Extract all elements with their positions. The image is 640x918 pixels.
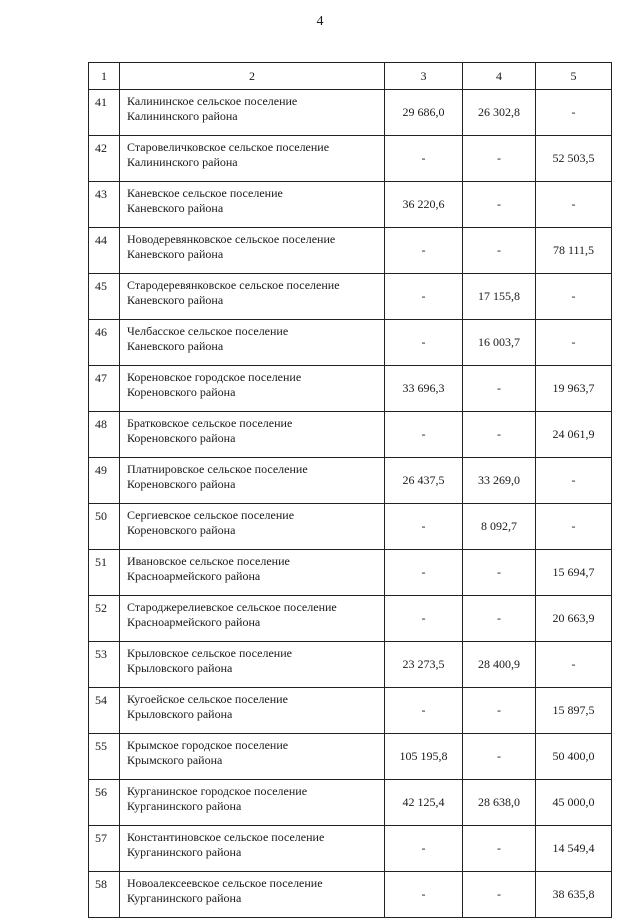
table-row [89, 642, 612, 688]
table-row [89, 826, 612, 872]
value-col-3: - [385, 826, 463, 872]
district-name-line: Кореновского района [127, 477, 236, 491]
district-name-line: Кореновского района [127, 523, 236, 537]
value-col-5: - [536, 504, 612, 550]
row-number: 45 [89, 274, 120, 320]
row-number: 55 [89, 734, 120, 780]
settlement-name [120, 228, 385, 274]
row-number: 49 [89, 458, 120, 504]
table-row [89, 228, 612, 274]
table-row [89, 780, 612, 826]
row-number: 41 [89, 90, 120, 136]
value-col-4: - [463, 596, 536, 642]
district-name-line: Крымского района [127, 753, 223, 767]
district-name-line: Красноармейского района [127, 615, 261, 629]
table-row [89, 504, 612, 550]
value-col-4: 16 003,7 [463, 320, 536, 366]
settlement-name [120, 734, 385, 780]
row-number: 53 [89, 642, 120, 688]
value-col-4: 28 638,0 [463, 780, 536, 826]
value-col-5: - [536, 274, 612, 320]
table-row [89, 320, 612, 366]
value-col-3: 29 686,0 [385, 90, 463, 136]
value-col-3: 23 273,5 [385, 642, 463, 688]
district-name-line: Калининского района [127, 155, 238, 169]
value-col-5: 15 694,7 [536, 550, 612, 596]
value-col-3: 36 220,6 [385, 182, 463, 228]
district-name-line: Крыловского района [127, 661, 233, 675]
row-number: 48 [89, 412, 120, 458]
value-col-5: - [536, 642, 612, 688]
value-col-3: - [385, 596, 463, 642]
settlement-name [120, 90, 385, 136]
settlement-name-line: Новодеревянковское сельское поселение [127, 232, 336, 246]
row-number: 43 [89, 182, 120, 228]
district-name-line: Каневского района [127, 247, 224, 261]
table-row [89, 596, 612, 642]
value-col-4: 28 400,9 [463, 642, 536, 688]
row-number: 52 [89, 596, 120, 642]
settlement-name-line: Каневское сельское поселение [127, 186, 283, 200]
district-name-line: Крыловского района [127, 707, 233, 721]
value-col-4: - [463, 550, 536, 596]
settlement-name [120, 826, 385, 872]
district-name-line: Каневского района [127, 293, 224, 307]
settlement-name-line: Челбасское сельское поселение [127, 324, 289, 338]
value-col-4: - [463, 734, 536, 780]
settlement-name [120, 596, 385, 642]
table-header-row [89, 63, 612, 90]
value-col-4: - [463, 136, 536, 182]
value-col-4: - [463, 366, 536, 412]
header-col-1: 1 [89, 63, 120, 90]
settlement-name-line: Ивановское сельское поселение [127, 554, 290, 568]
table-row [89, 458, 612, 504]
value-col-5: 24 061,9 [536, 412, 612, 458]
value-col-4: - [463, 688, 536, 734]
value-col-5: - [536, 182, 612, 228]
settlement-name-line: Староджерелиевское сельское поселение [127, 600, 337, 614]
settlement-name [120, 872, 385, 918]
page-number: 4 [316, 14, 324, 29]
table-row [89, 412, 612, 458]
settlement-name [120, 688, 385, 734]
value-col-5: - [536, 458, 612, 504]
row-number: 46 [89, 320, 120, 366]
settlement-name [120, 412, 385, 458]
district-name-line: Курганинского района [127, 845, 242, 859]
value-col-3: 26 437,5 [385, 458, 463, 504]
value-col-3: 33 696,3 [385, 366, 463, 412]
settlement-name [120, 366, 385, 412]
row-number: 57 [89, 826, 120, 872]
settlement-name-line: Кореновское городское поселение [127, 370, 302, 384]
value-col-5: 15 897,5 [536, 688, 612, 734]
value-col-3: - [385, 228, 463, 274]
value-col-5: 38 635,8 [536, 872, 612, 918]
value-col-5: 45 000,0 [536, 780, 612, 826]
settlement-name [120, 504, 385, 550]
table-row [89, 136, 612, 182]
district-name-line: Кореновского района [127, 431, 236, 445]
value-col-4: - [463, 228, 536, 274]
settlement-name-line: Калининское сельское поселение [127, 94, 298, 108]
settlement-name [120, 780, 385, 826]
settlement-name [120, 182, 385, 228]
settlement-name-line: Кугоейское сельское поселение [127, 692, 288, 706]
settlement-name-line: Старовеличковское сельское поселение [127, 140, 330, 154]
district-name-line: Калининского района [127, 109, 238, 123]
table-row [89, 274, 612, 320]
row-number: 56 [89, 780, 120, 826]
settlement-name [120, 274, 385, 320]
settlement-name-line: Константиновское сельское поселение [127, 830, 325, 844]
table-row [89, 90, 612, 136]
settlement-name [120, 550, 385, 596]
table-body [89, 90, 612, 918]
data-table [88, 62, 612, 918]
row-number: 54 [89, 688, 120, 734]
district-name-line: Курганинского района [127, 891, 242, 905]
value-col-3: - [385, 504, 463, 550]
value-col-3: - [385, 688, 463, 734]
value-col-5: 52 503,5 [536, 136, 612, 182]
value-col-4: - [463, 872, 536, 918]
value-col-5: - [536, 90, 612, 136]
row-number: 44 [89, 228, 120, 274]
table-row [89, 688, 612, 734]
value-col-4: - [463, 182, 536, 228]
settlement-name-line: Крымское городское поселение [127, 738, 289, 752]
header-col-3: 3 [385, 63, 463, 90]
value-col-3: - [385, 136, 463, 182]
value-col-4: 33 269,0 [463, 458, 536, 504]
settlement-name-line: Братковское сельское поселение [127, 416, 293, 430]
row-number: 58 [89, 872, 120, 918]
row-number: 50 [89, 504, 120, 550]
header-col-2: 2 [120, 63, 385, 90]
settlement-name [120, 320, 385, 366]
district-name-line: Курганинского района [127, 799, 242, 813]
value-col-3: 42 125,4 [385, 780, 463, 826]
value-col-3: - [385, 550, 463, 596]
settlement-name-line: Стародеревянковское сельское поселение [127, 278, 340, 292]
value-col-3: 105 195,8 [385, 734, 463, 780]
settlement-name [120, 458, 385, 504]
settlement-name-line: Курганинское городское поселение [127, 784, 308, 798]
value-col-4: 26 302,8 [463, 90, 536, 136]
settlement-name [120, 642, 385, 688]
district-name-line: Каневского района [127, 339, 224, 353]
value-col-5: 14 549,4 [536, 826, 612, 872]
value-col-5: 78 111,5 [536, 228, 612, 274]
settlement-name-line: Сергиевское сельское поселение [127, 508, 295, 522]
header-col-5: 5 [536, 63, 612, 90]
district-name-line: Красноармейского района [127, 569, 261, 583]
header-col-4: 4 [463, 63, 536, 90]
value-col-3: - [385, 872, 463, 918]
row-number: 42 [89, 136, 120, 182]
value-col-3: - [385, 274, 463, 320]
table-row [89, 182, 612, 228]
row-number: 47 [89, 366, 120, 412]
table-row [89, 366, 612, 412]
table-row [89, 734, 612, 780]
settlement-name-line: Крыловское сельское поселение [127, 646, 292, 660]
settlement-name-line: Новоалексеевское сельское поселение [127, 876, 323, 890]
table-row [89, 550, 612, 596]
value-col-5: - [536, 320, 612, 366]
value-col-3: - [385, 320, 463, 366]
settlement-name-line: Платнировское сельское поселение [127, 462, 308, 476]
row-number: 51 [89, 550, 120, 596]
settlement-name [120, 136, 385, 182]
district-name-line: Каневского района [127, 201, 224, 215]
table-row [89, 872, 612, 918]
value-col-5: 19 963,7 [536, 366, 612, 412]
value-col-5: 20 663,9 [536, 596, 612, 642]
value-col-4: - [463, 826, 536, 872]
value-col-4: 8 092,7 [463, 504, 536, 550]
district-name-line: Кореновского района [127, 385, 236, 399]
value-col-3: - [385, 412, 463, 458]
value-col-4: 17 155,8 [463, 274, 536, 320]
value-col-4: - [463, 412, 536, 458]
value-col-5: 50 400,0 [536, 734, 612, 780]
